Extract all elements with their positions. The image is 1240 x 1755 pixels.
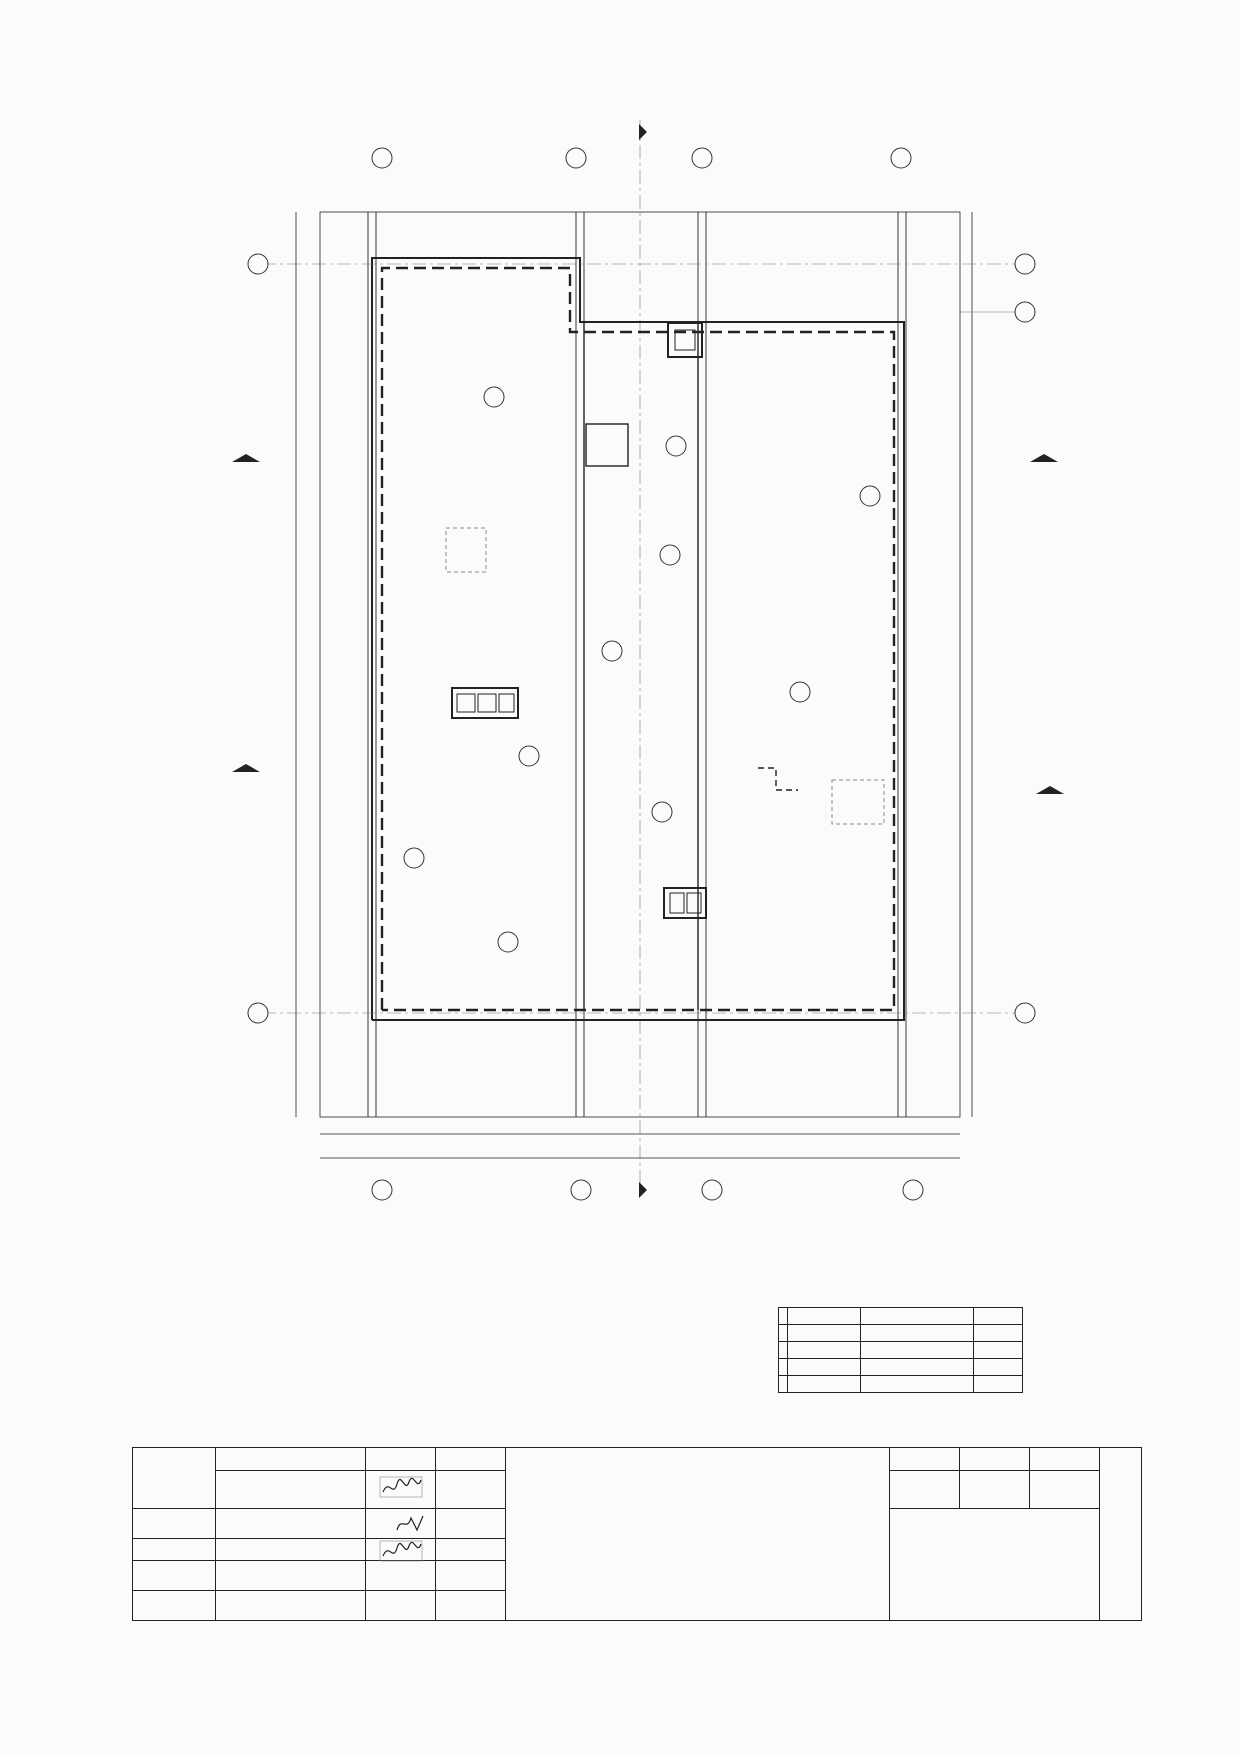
spec-qty (974, 1342, 1023, 1359)
spec-mark (779, 1376, 788, 1393)
section-arrow-a-bottom (639, 1182, 647, 1198)
spec-section (788, 1359, 861, 1376)
section-arrow-v-right (1036, 786, 1064, 794)
signature-3 (379, 1540, 423, 1562)
table-row (779, 1359, 1023, 1376)
element-spec-table (778, 1307, 1023, 1393)
spec-qty (974, 1359, 1023, 1376)
spec-qty (974, 1376, 1023, 1393)
spec-section (788, 1376, 861, 1393)
spec-name (861, 1342, 974, 1359)
spec-qty (974, 1325, 1023, 1342)
spec-mark (779, 1359, 788, 1376)
spec-section (788, 1325, 861, 1342)
signature-2 (391, 1512, 435, 1534)
spec-header-mark (779, 1308, 788, 1325)
spec-header-name (861, 1308, 974, 1325)
title-block (132, 1447, 1142, 1621)
spec-header-qty (974, 1308, 1023, 1325)
spec-name (861, 1376, 974, 1393)
spec-section (788, 1342, 861, 1359)
spec-mark (779, 1342, 788, 1359)
spec-mark (779, 1325, 788, 1342)
section-arrow-v-left (232, 764, 260, 772)
table-row (779, 1325, 1023, 1342)
spec-name (861, 1359, 974, 1376)
section-arrow-b-left (232, 454, 260, 462)
signature-1 (379, 1476, 423, 1498)
table-row (779, 1342, 1023, 1359)
spec-header-section (788, 1308, 861, 1325)
spec-name (861, 1325, 974, 1342)
section-arrow-b-right (1030, 454, 1058, 462)
section-arrow-a-top (639, 124, 647, 140)
table-row (779, 1376, 1023, 1393)
